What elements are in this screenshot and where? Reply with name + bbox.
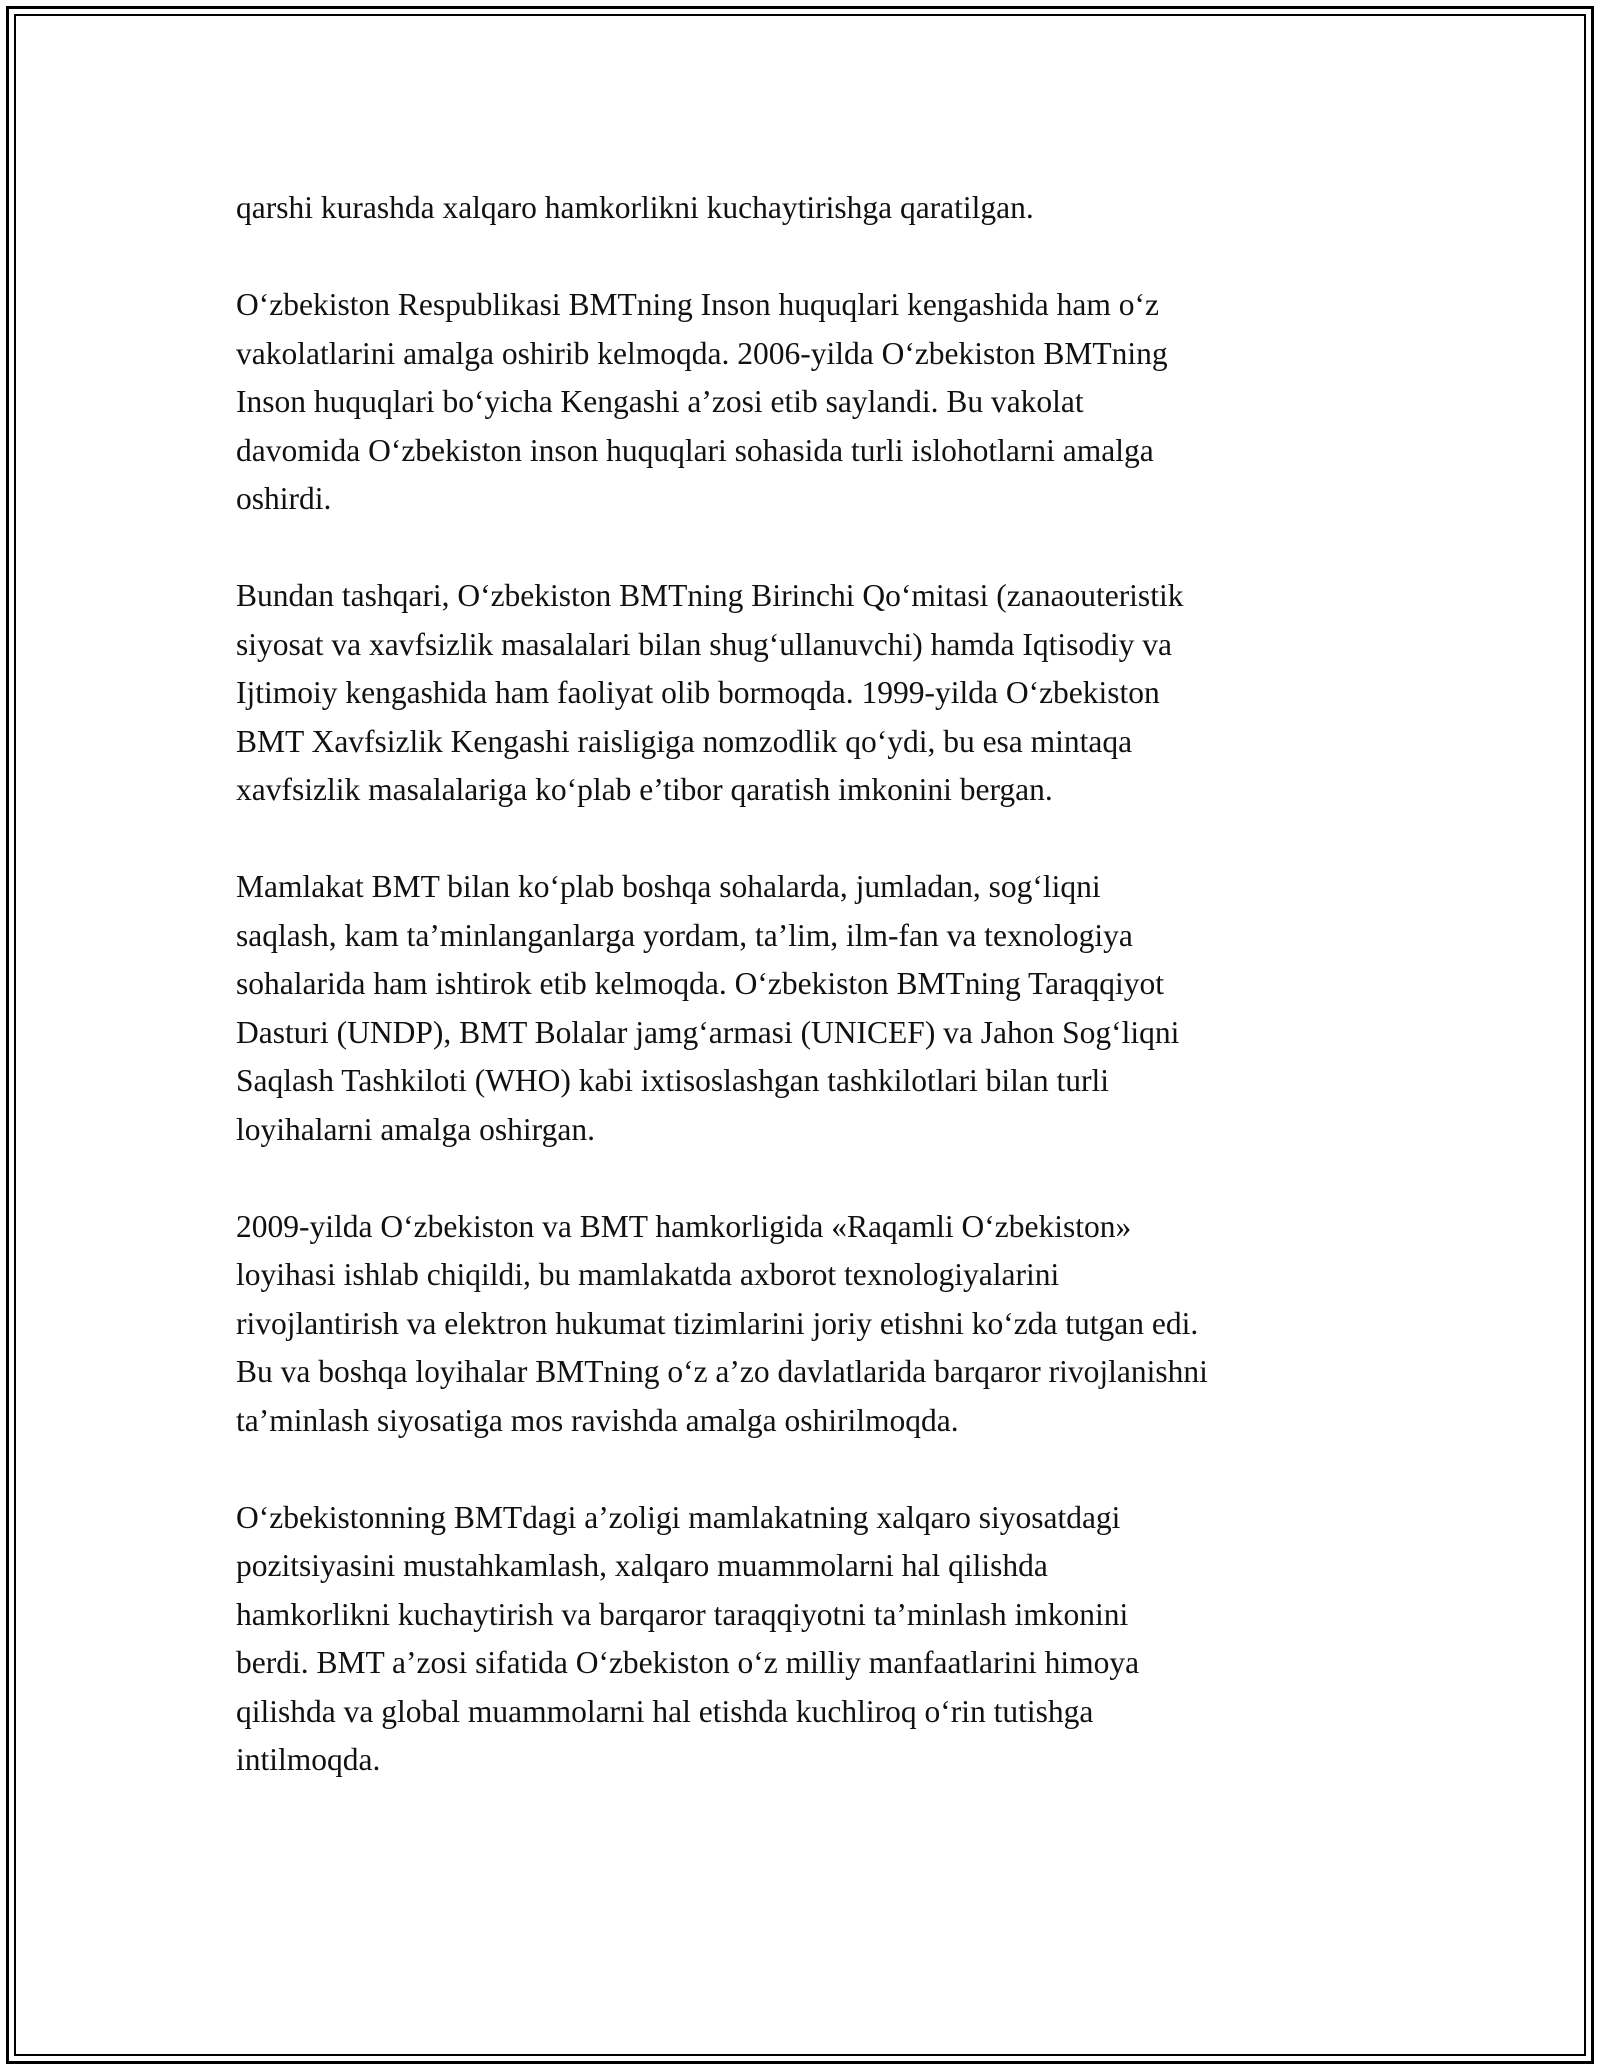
paragraph-3: Bundan tashqari, O‘zbekiston BMTning Birinchi Qo‘mitasi (zanaouteristik siyosat va xavfsizlik masalalari bilan shug‘ullanuvchi) hamda Iqtisodiy va Ijtimoiy kengashida ham faoliyat olib bormoqda. 1999-yilda O‘zbekiston BMT Xavfsizlik Kengashi raisligiga nomzodlik qo‘ydi, bu esa mintaqa xavfsizlik masalalariga ko‘plab e’tibor qaratish imkonini bergan.	[236, 578, 1184, 807]
paragraph-4: Mamlakat BMT bilan ko‘plab boshqa sohalarda, jumladan, sog‘liqni saqlash, kam ta’minlanganlarga yordam, ta’lim, ilm-fan va texnologiya sohalarida ham ishtirok etib kelmoqda. O‘zbekiston BMTning Taraqqiyot Dasturi (UNDP), BMT Bolalar jamg‘armasi (UNICEF) va Jahon Sog‘liqni Saqlash Tashkiloti (WHO) kabi ixtisoslashgan tashkilotlari bilan turli loyihalarni amalga oshirgan.	[236, 869, 1180, 1147]
paragraph-5: 2009-yilda O‘zbekiston va BMT hamkorligida «Raqamli O‘zbekiston» loyihasi ishlab chiqildi, bu mamlakatda axborot texnologiyalarini rivojlantirish va elektron hukumat tizimlarini joriy etishni ko‘zda tutgan edi. Bu va boshqa loyihalar BMTning o‘z a’zo davlatlarida barqaror rivojlanishni ta’minlash siyosatiga mos ravishda amalga oshirilmoqda.	[236, 1208, 1208, 1438]
paragraph-2: O‘zbekiston Respublikasi BMTning Inson huquqlari kengashida ham o‘z vakolatlarini amalga oshirib kelmoqda. 2006-yilda O‘zbekiston BMTning Inson huquqlari bo‘yicha Kengashi a’zosi etib saylandi. Bu vakolat davomida O‘zbekiston inson huquqlari sohasida turli islohotlarni amalga oshirdi.	[236, 287, 1168, 516]
paragraph-1: qarshi kurashda xalqaro hamkorlikni kuchaytirishga qaratilgan.	[236, 190, 1034, 225]
paragraph-6: O‘zbekistonning BMTdagi a’zoligi mamlakatning xalqaro siyosatdagi pozitsiyasini mustahkamlash, xalqaro muammolarni hal qilishda hamkorlikni kuchaytirish va barqaror taraqqiyotni ta’minlash imkonini berdi. BMT a’zosi sifatida O‘zbekiston o‘z milliy manfaatlarini himoya qilishda va global muammolarni hal etishda kuchliroq o‘rin tutishga intilmoqda.	[236, 1499, 1140, 1777]
document-body	[236, 184, 1376, 1833]
